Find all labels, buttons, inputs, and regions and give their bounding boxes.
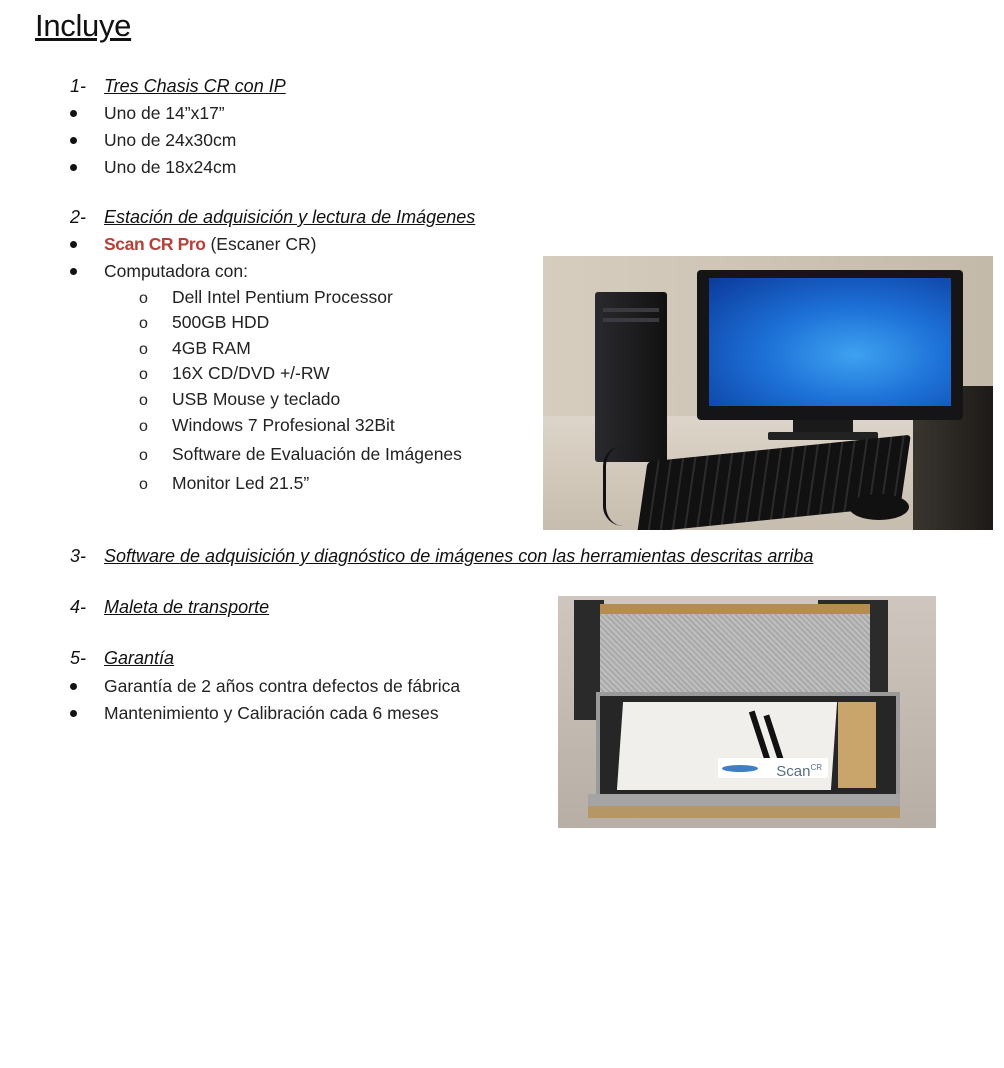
section-number: 3- xyxy=(70,546,87,566)
bullet-icon xyxy=(70,137,77,144)
section-number: 2- xyxy=(70,207,87,227)
section-1-heading xyxy=(70,76,286,97)
computer-photo xyxy=(543,256,993,530)
section-title: Estación de adquisición y lectura de Imágenes xyxy=(104,207,476,227)
scan-cr-logo: Scan$^{CR}$ xyxy=(718,758,828,778)
sub-item: o Windows 7 Profesional 32Bit xyxy=(139,415,395,435)
section-number: 1- xyxy=(70,76,87,96)
section-title: Garantía xyxy=(104,648,175,668)
sub-item: o Dell Intel Pentium Processor xyxy=(139,287,393,307)
page-title: Incluye xyxy=(35,8,132,43)
sub-item: o 500GB HDD xyxy=(139,312,270,332)
sub-item: o 4GB RAM xyxy=(139,338,251,358)
bullet-icon xyxy=(70,268,77,275)
bullet-icon xyxy=(70,683,77,690)
brand-name: Scan CR Pro xyxy=(104,234,206,254)
bullet-icon xyxy=(70,241,77,248)
section-2-heading xyxy=(70,207,475,228)
section-title: Tres Chasis CR con IP xyxy=(104,76,286,96)
bullet-icon xyxy=(70,710,77,717)
section-title: Software de adquisición y diagnóstico de imágenes con las herramientas descritas arriba xyxy=(104,546,814,566)
section-5-heading xyxy=(70,648,174,669)
sub-item: o Monitor Led 21.5” xyxy=(139,473,310,493)
sub-item: o Software de Evaluación de Imágenes xyxy=(139,444,462,464)
bullet-icon xyxy=(70,110,77,117)
transport-case-photo xyxy=(558,596,936,828)
section-number: 4- xyxy=(70,597,87,617)
section-number: 5- xyxy=(70,648,87,668)
sub-item: o USB Mouse y teclado xyxy=(139,389,341,409)
mouse xyxy=(849,494,909,520)
bullet-icon xyxy=(70,164,77,171)
sub-item: o 16X CD/DVD +/-RW xyxy=(139,363,330,383)
section-4-heading xyxy=(70,597,269,618)
section-3-heading xyxy=(70,546,813,567)
section-title: Maleta de transporte xyxy=(104,597,270,617)
